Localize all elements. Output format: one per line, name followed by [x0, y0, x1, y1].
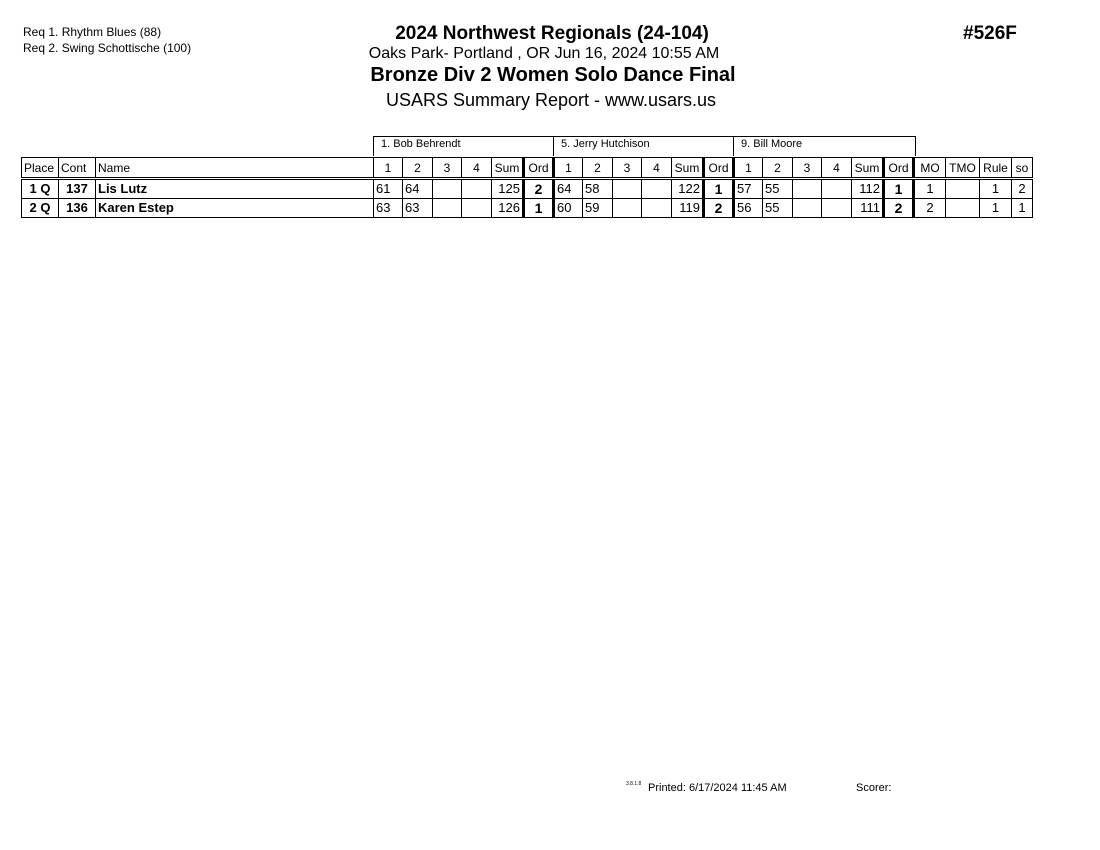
so-cell: 1 [1012, 199, 1033, 218]
requirement-2: Req 2. Swing Schottische (100) [23, 41, 192, 55]
score-cell [642, 179, 672, 199]
judge-header-3: 9. Bill Moore [733, 136, 916, 156]
tmo-cell [946, 199, 980, 218]
col-header-j2-ord: Ord [704, 158, 734, 179]
score-cell: 59 [583, 199, 613, 218]
score-cell: 64 [554, 179, 583, 199]
report-title: USARS Summary Report - www.usars.us [385, 90, 717, 110]
col-header-rule: Rule [980, 158, 1012, 179]
sum-cell: 126 [492, 199, 524, 218]
printed-timestamp: Printed: 6/17/2024 11:45 AM [648, 782, 787, 794]
tmo-cell [946, 179, 980, 199]
score-cell [822, 179, 852, 199]
ordinal-cell: 1 [884, 179, 914, 199]
col-header-name: Name [96, 158, 374, 179]
col-header-j1-sum: Sum [492, 158, 524, 179]
col-header-j1-ord: Ord [524, 158, 554, 179]
col-header-j2-sum: Sum [672, 158, 704, 179]
col-header-j3-s3: 3 [793, 158, 822, 179]
location-date: Oaks Park- Portland , OR Jun 16, 2024 10:55 AM [368, 45, 720, 62]
judge-header-1: 1. Bob Behrendt [373, 136, 554, 156]
score-cell [822, 199, 852, 218]
col-header-j3-sum: Sum [852, 158, 884, 179]
skater-name: Karen Estep [96, 199, 374, 218]
mo-cell: 1 [914, 179, 946, 199]
col-header-place: Place [22, 158, 59, 179]
col-header-j3-s1: 1 [734, 158, 763, 179]
score-cell: 63 [374, 199, 403, 218]
col-header-j3-s2: 2 [763, 158, 793, 179]
version-marker: 3.8.1.8 [626, 781, 642, 787]
sum-cell: 119 [672, 199, 704, 218]
col-header-j2-s4: 4 [642, 158, 672, 179]
cont-cell: 137 [59, 179, 96, 199]
sum-cell: 112 [852, 179, 884, 199]
score-cell [642, 199, 672, 218]
ordinal-cell: 1 [704, 179, 734, 199]
col-header-j3-ord: Ord [884, 158, 914, 179]
score-cell [793, 179, 822, 199]
col-header-j1-s3: 3 [433, 158, 462, 179]
rule-cell: 1 [980, 179, 1012, 199]
col-header-so: so [1012, 158, 1033, 179]
ordinal-cell: 1 [524, 199, 554, 218]
sum-cell: 111 [852, 199, 884, 218]
score-cell [433, 179, 462, 199]
score-cell [462, 199, 492, 218]
col-header-tmo: TMO [946, 158, 980, 179]
mo-cell: 2 [914, 199, 946, 218]
table-row [22, 179, 1033, 199]
col-header-j2-s2: 2 [583, 158, 613, 179]
header-row [22, 158, 1033, 179]
score-cell: 64 [403, 179, 433, 199]
judge-header-2: 5. Jerry Hutchison [553, 136, 734, 156]
score-cell: 61 [374, 179, 403, 199]
ordinal-cell: 2 [704, 199, 734, 218]
place-cell: 2 Q [22, 199, 59, 218]
place-cell: 1 Q [22, 179, 59, 199]
sheet-id: #526F [963, 23, 1017, 44]
col-header-j2-s3: 3 [613, 158, 642, 179]
score-cell: 55 [763, 199, 793, 218]
col-header-j1-s4: 4 [462, 158, 492, 179]
col-header-j1-s1: 1 [374, 158, 403, 179]
score-cell: 57 [734, 179, 763, 199]
score-cell [793, 199, 822, 218]
category-title: Bronze Div 2 Women Solo Dance Final [370, 64, 736, 86]
col-header-cont: Cont [59, 158, 96, 179]
score-cell: 55 [763, 179, 793, 199]
col-header-j3-s4: 4 [822, 158, 852, 179]
cont-cell: 136 [59, 199, 96, 218]
event-title: 2024 Northwest Regionals (24-104) [395, 23, 709, 44]
requirement-1: Req 1. Rhythm Blues (88) [23, 25, 162, 39]
col-header-mo: MO [914, 158, 946, 179]
score-cell: 60 [554, 199, 583, 218]
sum-cell: 125 [492, 179, 524, 199]
ordinal-cell: 2 [884, 199, 914, 218]
table-row [22, 199, 1033, 218]
so-cell: 2 [1012, 179, 1033, 199]
col-header-j1-s2: 2 [403, 158, 433, 179]
rule-cell: 1 [980, 199, 1012, 218]
score-cell [462, 179, 492, 199]
score-cell [613, 199, 642, 218]
sum-cell: 122 [672, 179, 704, 199]
score-cell [433, 199, 462, 218]
skater-name: Lis Lutz [96, 179, 374, 199]
scorer-label: Scorer: [856, 782, 892, 794]
score-cell: 58 [583, 179, 613, 199]
results-table [21, 157, 1033, 218]
score-cell [613, 179, 642, 199]
score-cell: 63 [403, 199, 433, 218]
col-header-j2-s1: 1 [554, 158, 583, 179]
score-cell: 56 [734, 199, 763, 218]
ordinal-cell: 2 [524, 179, 554, 199]
